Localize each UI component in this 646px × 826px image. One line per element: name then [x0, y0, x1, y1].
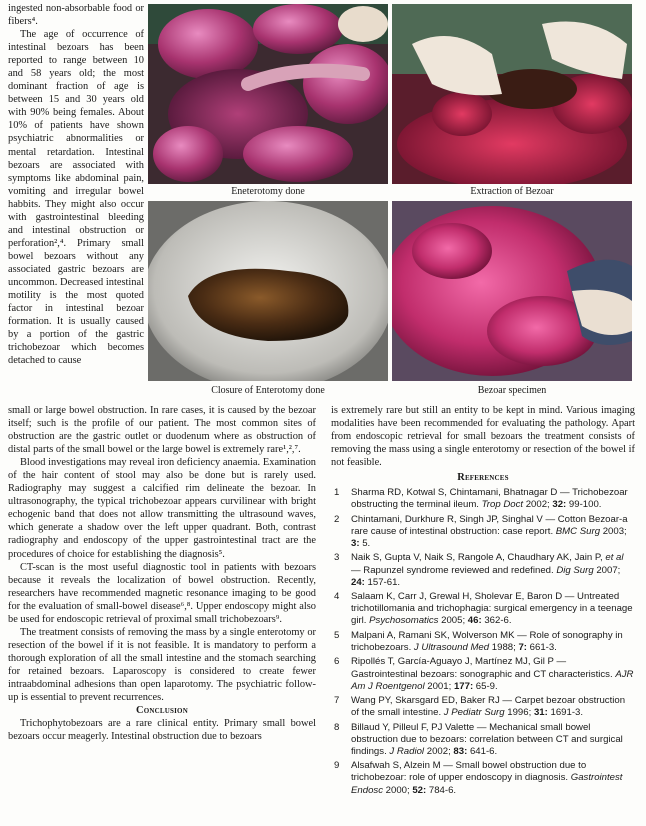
- body-paragraph: The treatment consists of removing the mass by a single enterotomy or resection of the bowel if it is not feasible. It is mandatory to perform a thorough exploration of all the small intestine and the stomach searching for retained bezoars. Laparoscopy is considered to create fewer intraabdominal adhesions than open laparotomy. The psychiatric follow-up is essential to prevent recurrences.: [8, 626, 316, 704]
- reference-item: [331, 656, 635, 692]
- reference-item: [331, 695, 635, 719]
- reference-item: [331, 630, 635, 654]
- body-paragraph: small or large bowel obstruction. In rare cases, it is caused by the bezoar itself; such is the profile of our patient. The most common sites of obstruction are the gastric outlet or duodenum where as obstruction of distal parts of the small bowel or the large bowel is extremely rare¹,²,⁷.: [8, 405, 316, 456]
- right-column: [331, 404, 635, 799]
- figure-caption: Closure of Enterotomy done: [211, 385, 325, 396]
- reference-item: [331, 591, 635, 627]
- body-paragraph: is extremely rare but still an entity to be kept in mind. Various imaging modalities have been recommended for evaluating the pathology. Apart from endoscopic retrieval for small bezoars the treatment consists of removing the mass using a single enterotomy or resection of the bowel if not feasible.: [331, 405, 635, 469]
- reference-number: 7: [334, 695, 340, 707]
- figure-closure-photo: [148, 201, 388, 381]
- reference-text: Salaam K, Carr J, Grewal H, Sholevar E, Baron D — Untreated trichotillomania and trichophagia: surgical emergency in a teenage girl. Psychosomatics 2005; 46: 362-6.: [351, 591, 633, 627]
- reference-number: 5: [334, 629, 340, 641]
- reference-text: Chintamani, Durkhure R, Singh JP, Singhal V — Cotton Bezoar-a rare cause of intestinal obstruction: case report. BMC Surg 2003; 3: 5.: [351, 513, 628, 549]
- reference-item: [331, 487, 635, 511]
- figure-caption: Eneterotomy done: [231, 186, 305, 197]
- conclusion-heading: Conclusion: [136, 705, 188, 717]
- reference-item: [331, 760, 635, 796]
- reference-number: 2: [334, 513, 340, 525]
- body-paragraph: ingested non-absorbable food or fibers⁴.: [8, 3, 144, 28]
- reference-number: 6: [334, 656, 340, 668]
- body-paragraph: Trichophytobezoars are a rare clinical entity. Primary small bowel bezoars occur meagerly. Intestinal obstruction due to bezoars: [8, 718, 316, 743]
- reference-text: Malpani A, Ramani SK, Wolverson MK — Role of sonography in trichobezoars. J Ultrasound Med 1988; 7: 661-3.: [351, 629, 623, 653]
- reference-number: 9: [334, 760, 340, 772]
- body-paragraph: CT-scan is the most useful diagnostic tool in patients with bezoars because it reveals the localization of bowel obstruction. Recently, researchers have recommended magnetic resonance imaging to be good for the evaluation of small-bowel disease⁶,⁸. Upper endoscopy might also be used for endoscopic retrieval of proximal small trichobezoars⁹.: [8, 561, 316, 625]
- reference-number: 8: [334, 721, 340, 733]
- references-heading: References: [457, 472, 509, 484]
- reference-text: Sharma RD, Kotwal S, Chintamani, Bhatnagar D — Trichobezoar obstructing the terminal ileum. Trop Doct 2002; 32: 99-100.: [351, 487, 628, 511]
- reference-text: Wang PY, Skarsgard ED, Baker RJ — Carpet bezoar obstruction of the small intestine. J Pediatr Surg 1996; 31: 1691-3.: [351, 695, 626, 719]
- reference-text: Naik S, Gupta V, Naik S, Rangole A, Chaudhary AK, Jain P, et al — Rapunzel syndrome reviewed and redefined. Dig Surg 2007; 24: 157-61.: [351, 552, 624, 588]
- reference-number: 4: [334, 591, 340, 603]
- figure-extraction-photo: [392, 4, 632, 184]
- reference-text: Ripollés T, García-Aguayo J, Martínez MJ, Gil P — Gastrointestinal bezoars: sonographic and CT characteristics. AJR Am J Roentgenol 2001; 177: 65-9.: [351, 656, 634, 692]
- reference-item: [331, 722, 635, 758]
- reference-text: Billaud Y, Pilleul F, PJ Valette — Mechanical small bowel obstruction due to bezoars: correlation between CT and surgical findings. J Radiol 2002; 83: 641-6.: [351, 721, 623, 757]
- figure-caption: Bezoar specimen: [477, 385, 547, 396]
- reference-number: 1: [334, 487, 340, 499]
- figure-caption: Extraction of Bezoar: [470, 186, 554, 197]
- reference-item: [331, 552, 635, 588]
- figure-specimen-photo: [392, 201, 632, 381]
- body-paragraph: The age of occurrence of intestinal bezoars has been reported to range between 10 and 58 years old; the most dominant fraction of age is between 15 and 30 years old with 90% being females. About 10% of patients have shown psychiatric abnormalities or mental retardation. Intestinal bezoars are associated with symptoms like abdominal pain, vomiting and irregular bowel habbits. They might also occur with gastrointestinal bleeding and intestinal obstruction or perforation²,⁴. Primary small bowel bezoars without any associated gastric bezoars are uncommon. Decreased intestinal motility is the most quoted factor in intestinal bezoar formation. It is usually caused by a portion of the gastric trichobezoar which becomes detached to cause: [8, 29, 144, 367]
- figure-enterotomy-photo: [148, 4, 388, 184]
- left-bottom-column: [8, 404, 316, 743]
- reference-text: Alsafwah S, Alzein M — Small bowel obstruction due to trichobezoar: role of upper endoscopy in diagnosis. Gastrointest Endosc 2000; 52: 784-6.: [351, 760, 623, 796]
- body-paragraph: Blood investigations may reveal iron deficiency anaemia. Examination of the hair content of stool may also be done but is rarely used. Radiography may suggest a calcified rim delineate the bezoar. In ultrasonography, the typical trichobezoar appears curvilinear with bright echogenic band that does not allow transmitting the ultrasound waves, which generate a shadow over the left upper quadrant. Both, contrast radiography and endoscopy of the upper gastrointestinal tract are the procedures of choice for establishing the diagnosis⁵.: [8, 457, 316, 560]
- left-top-column: [8, 2, 144, 367]
- reference-number: 3: [334, 552, 340, 564]
- references-list: [331, 487, 635, 796]
- reference-item: [331, 514, 635, 550]
